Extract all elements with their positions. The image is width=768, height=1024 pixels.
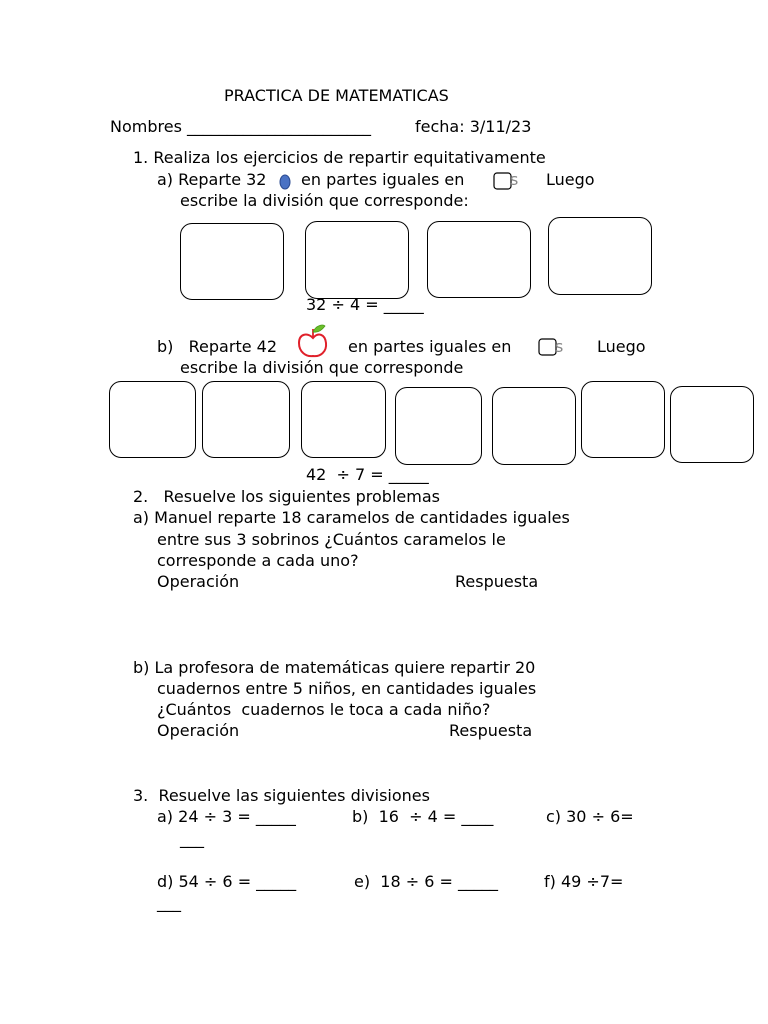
page-title: PRACTICA DE MATEMATICAS xyxy=(224,86,449,105)
blue-oval-icon xyxy=(278,174,292,190)
q1b-text-start: b) Reparte 42 xyxy=(157,337,277,356)
q3-heading: 3. Resuelve las siguientes divisiones xyxy=(133,786,430,805)
q2a-line: entre sus 3 sobrinos ¿Cuántos caramelos le xyxy=(157,530,506,549)
q2b-line: ¿Cuántos cuadernos le toca a cada niño? xyxy=(157,700,491,719)
q2a-operation-label: Operación xyxy=(157,572,240,591)
group-box xyxy=(109,381,196,458)
names-field: Nombres _______________________ xyxy=(110,117,371,136)
q1a-text-start: a) Reparte 32 xyxy=(157,170,267,189)
q1b-instruction: escribe la división que corresponde xyxy=(180,358,464,377)
q2b-line: b) La profesora de matemáticas quiere repartir 20 xyxy=(133,658,536,677)
group-box xyxy=(548,217,652,295)
group-box xyxy=(395,387,482,465)
group-box xyxy=(492,387,576,465)
q2b-operation-label: Operación xyxy=(157,721,240,740)
q1a-text-mid: en partes iguales en xyxy=(301,170,465,189)
q3-item-c-blank: ___ xyxy=(180,829,204,848)
q1-heading: 1. Realiza los ejercicios de repartir equitativamente xyxy=(133,148,546,167)
q1b-then: Luego xyxy=(597,337,646,356)
q2b-answer-label: Respuesta xyxy=(449,721,533,740)
q2b-line: cuadernos entre 5 niños, en cantidades iguales xyxy=(157,679,537,698)
q1a-then: Luego xyxy=(546,170,595,189)
group-box xyxy=(301,381,386,458)
q2-heading: 2. Resuelve los siguientes problemas xyxy=(133,487,440,506)
group-box xyxy=(670,386,754,463)
q1b-text-end: s xyxy=(555,337,564,356)
q2a-line: corresponde a cada uno? xyxy=(157,551,359,570)
q1b-text-mid: en partes iguales en xyxy=(348,337,512,356)
q1a-text-end: s xyxy=(510,170,519,189)
q3-item-a: a) 24 ÷ 3 = _____ xyxy=(157,807,296,826)
q1b-equation: 42 ÷ 7 = _____ xyxy=(306,465,429,484)
q3-item-e: e) 18 ÷ 6 = _____ xyxy=(354,872,498,891)
q2a-answer-label: Respuesta xyxy=(455,572,539,591)
date-label: fecha: 3/11/23 xyxy=(415,117,532,136)
q3-item-c: c) 30 ÷ 6= xyxy=(546,807,634,826)
group-box xyxy=(581,381,665,458)
group-box xyxy=(180,223,284,300)
apple-icon xyxy=(296,323,330,361)
group-box xyxy=(202,381,290,458)
q3-item-d: d) 54 ÷ 6 = _____ xyxy=(157,872,297,891)
q3-item-f-blank: ___ xyxy=(157,893,181,912)
q1a-equation: 32 ÷ 4 = _____ xyxy=(306,295,424,314)
q3-item-f: f) 49 ÷7= xyxy=(544,872,624,891)
q3-item-b: b) 16 ÷ 4 = ____ xyxy=(352,807,494,826)
q1a-instruction: escribe la división que corresponde: xyxy=(180,191,469,210)
group-box xyxy=(305,221,409,299)
group-box xyxy=(427,221,531,298)
q2a-line: a) Manuel reparte 18 caramelos de cantidades iguales xyxy=(133,508,570,527)
